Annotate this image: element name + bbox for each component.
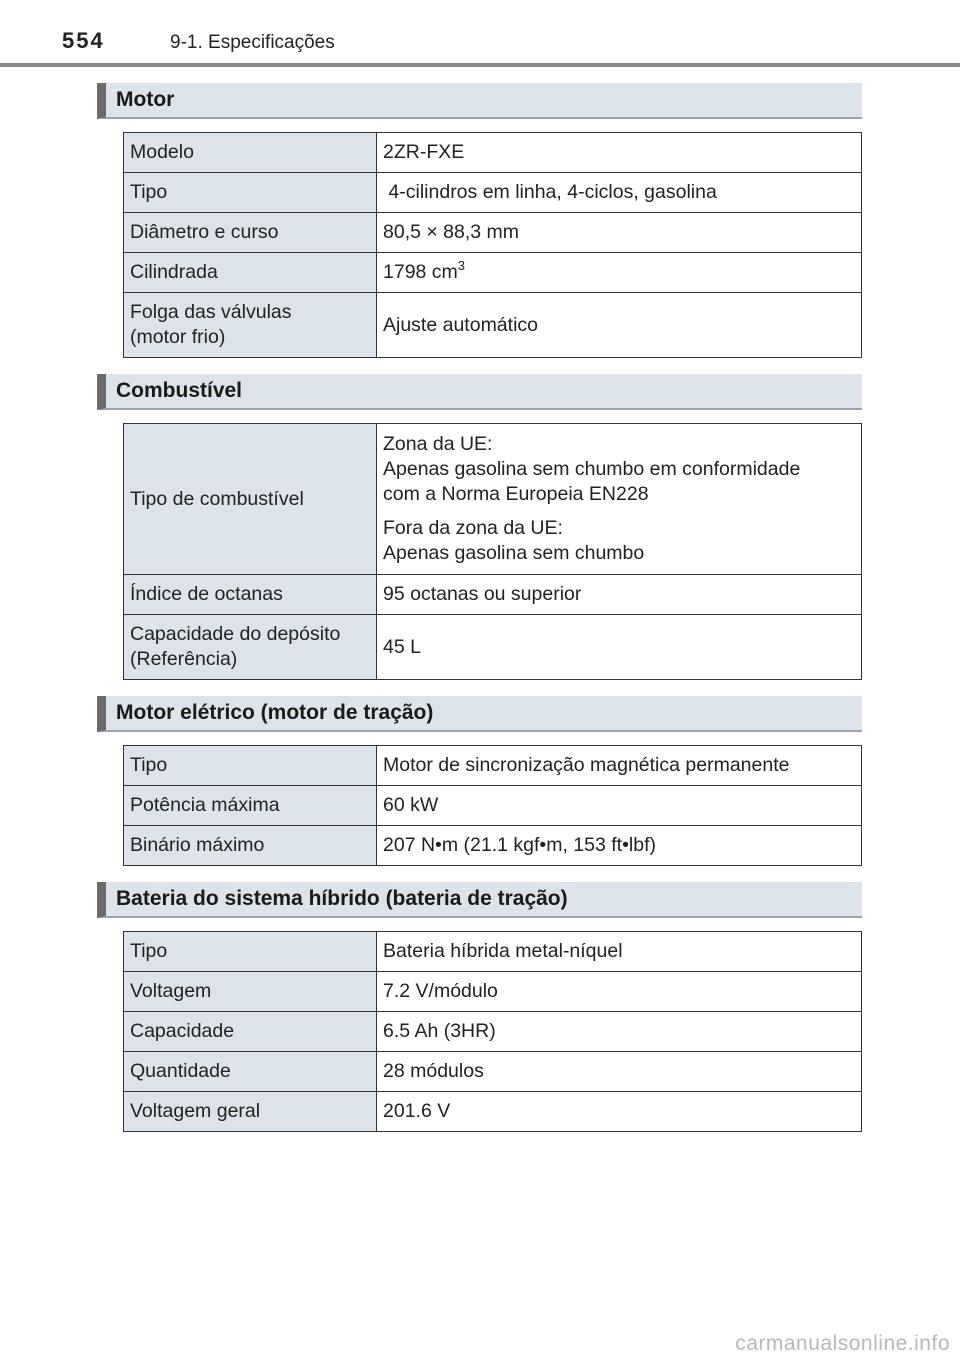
row-label bbox=[124, 293, 377, 358]
row-label: Modelo bbox=[124, 133, 377, 173]
section-bar-motor bbox=[97, 83, 862, 119]
row-label: Tipo bbox=[124, 932, 377, 972]
value-line: Zona da UE: bbox=[383, 433, 493, 455]
label-line: Capacidade do depósito bbox=[130, 623, 341, 645]
row-label: Cilindrada bbox=[124, 253, 377, 293]
table-row bbox=[124, 615, 862, 680]
row-label: Tipo bbox=[124, 746, 377, 786]
section-bar-electric-motor bbox=[97, 696, 862, 732]
table-row bbox=[124, 1052, 862, 1092]
value-line: Apenas gasolina sem chumbo bbox=[383, 542, 645, 564]
label-line: (Referência) bbox=[130, 648, 238, 670]
spec-table-electric-motor bbox=[123, 745, 862, 866]
value-line: Apenas gasolina sem chumbo em conformidade bbox=[383, 458, 801, 480]
section-bar-fuel bbox=[97, 374, 862, 410]
label-line: Folga das válvulas bbox=[130, 301, 292, 323]
row-value: Bateria híbrida metal-níquel bbox=[377, 932, 862, 972]
row-label: Capacidade bbox=[124, 1012, 377, 1052]
table-row bbox=[124, 826, 862, 866]
row-value: Ajuste automático bbox=[377, 293, 862, 358]
label-line: (motor frio) bbox=[130, 326, 226, 348]
row-value bbox=[377, 424, 862, 575]
page-number: 554 bbox=[62, 28, 105, 53]
row-label: Potência máxima bbox=[124, 786, 377, 826]
header-divider bbox=[0, 63, 960, 67]
table-row bbox=[124, 293, 862, 358]
section-title: Motor bbox=[116, 88, 175, 111]
section-title: Motor elétrico (motor de tração) bbox=[116, 701, 434, 724]
table-row bbox=[124, 424, 862, 575]
row-label: Índice de octanas bbox=[124, 575, 377, 615]
row-label: Tipo de combustível bbox=[124, 424, 377, 575]
row-value: 7.2 V/módulo bbox=[377, 972, 862, 1012]
section-title: Bateria do sistema híbrido (bateria de tração) bbox=[116, 887, 568, 910]
table-row bbox=[124, 173, 862, 213]
row-value: 60 kW bbox=[377, 786, 862, 826]
table-row bbox=[124, 972, 862, 1012]
table-row bbox=[124, 1092, 862, 1132]
value-text: 1798 cm bbox=[383, 261, 458, 283]
table-row bbox=[124, 932, 862, 972]
row-value: 6.5 Ah (3HR) bbox=[377, 1012, 862, 1052]
row-value bbox=[377, 253, 862, 293]
table-row bbox=[124, 133, 862, 173]
row-label: Voltagem bbox=[124, 972, 377, 1012]
page-header bbox=[0, 0, 960, 68]
table-row bbox=[124, 746, 862, 786]
row-label: Binário máximo bbox=[124, 826, 377, 866]
row-value: 207 N•m (21.1 kgf•m, 153 ft•lbf) bbox=[377, 826, 862, 866]
section-title: Combustível bbox=[116, 379, 243, 402]
row-value: Motor de sincronização magnética permanente bbox=[377, 746, 862, 786]
spec-table-fuel bbox=[123, 423, 862, 680]
row-label: Quantidade bbox=[124, 1052, 377, 1092]
value-line: com a Norma Europeia EN228 bbox=[383, 483, 649, 505]
spec-table-motor bbox=[123, 132, 862, 358]
table-row bbox=[124, 575, 862, 615]
row-value: 201.6 V bbox=[377, 1092, 862, 1132]
superscript: 3 bbox=[457, 257, 466, 273]
table-row bbox=[124, 213, 862, 253]
row-value: 45 L bbox=[377, 615, 862, 680]
section-heading: 9-1. Especificações bbox=[170, 32, 335, 53]
row-value: 80,5 × 88,3 mm bbox=[377, 213, 862, 253]
row-label: Voltagem geral bbox=[124, 1092, 377, 1132]
table-row bbox=[124, 253, 862, 293]
spec-table-battery bbox=[123, 931, 862, 1132]
row-value: 2ZR-FXE bbox=[377, 133, 862, 173]
row-label: Tipo bbox=[124, 173, 377, 213]
row-value: 28 módulos bbox=[377, 1052, 862, 1092]
row-label bbox=[124, 615, 377, 680]
section-bar-battery bbox=[97, 882, 862, 918]
row-label: Diâmetro e curso bbox=[124, 213, 377, 253]
table-row bbox=[124, 786, 862, 826]
value-line: Fora da zona da UE: bbox=[383, 517, 563, 539]
row-value: 4-cilindros em linha, 4-ciclos, gasolina bbox=[377, 173, 862, 213]
table-row bbox=[124, 1012, 862, 1052]
watermark: carmanualsonline.info bbox=[735, 1332, 950, 1355]
row-value: 95 octanas ou superior bbox=[377, 575, 862, 615]
